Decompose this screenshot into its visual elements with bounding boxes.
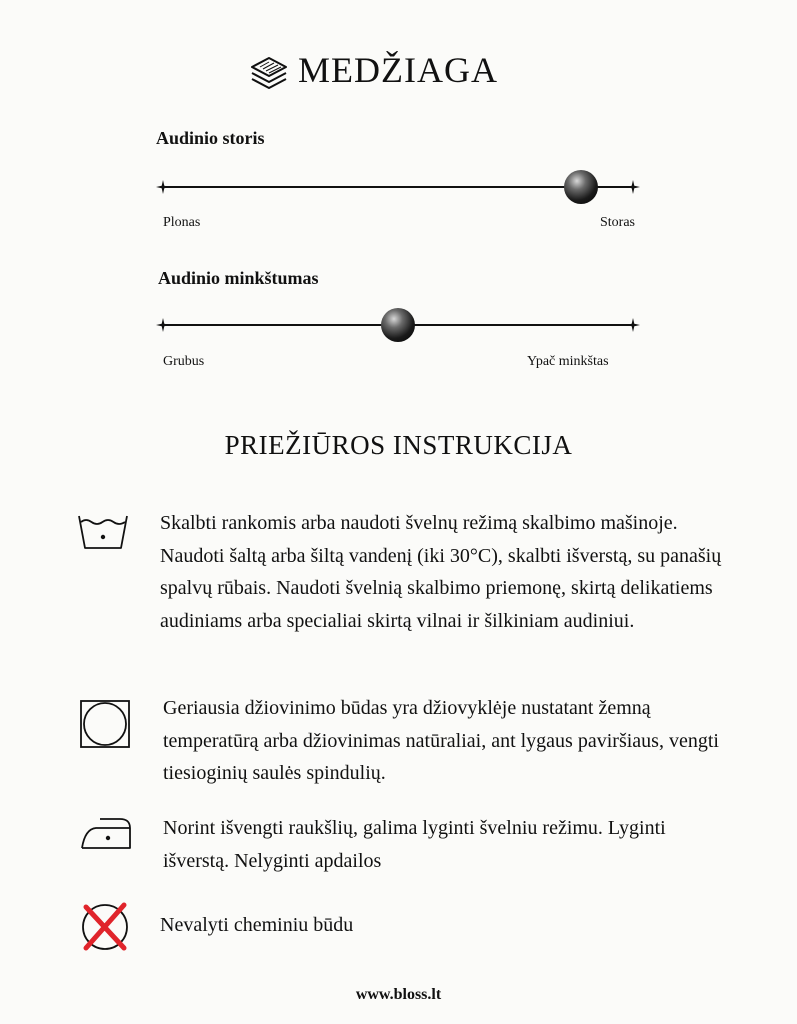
softness-max-label: Ypač minkštas <box>527 354 609 369</box>
footer-url[interactable]: www.bloss.lt <box>355 986 442 1003</box>
care-text-dry: Geriausia džiovinimo būdas yra džiovyklėje nustatant žemną temperatūrą arba džiovinimas natūraliai, ant lygaus paviršiaus, vengti tiesioginių saulės spindulių. <box>163 697 719 784</box>
track-end-tick-icon <box>626 318 640 332</box>
hand-wash-icon <box>78 514 128 550</box>
care-text-wash: Skalbti rankomis arba naudoti švelnų režimą skalbimo mašinoje. Naudoti šaltą arba šiltą vandenį (iki 30°C), skalbti išverstą, su panašių spalvų rūbais. Naudoti švelnią skalbimo priemonę, skirtą delikatiems audiniams arba specialiai skirtą vilnai ir šilkiniam audiniui. <box>160 512 722 632</box>
softness-knob <box>381 308 415 342</box>
thickness-track <box>163 186 633 188</box>
track-start-tick-icon <box>156 180 170 194</box>
thickness-min-label: Plonas <box>163 215 201 230</box>
care-title: PRIEŽIŪROS INSTRUKCIJA <box>224 430 573 460</box>
no-dry-clean-icon <box>79 901 131 953</box>
layers-icon <box>248 54 290 92</box>
care-text-iron: Norint išvengti raukšlių, galima lyginti švelniu režimu. Lyginti išverstą. Nelyginti apdailos <box>163 817 666 872</box>
softness-slider <box>0 298 797 358</box>
thickness-knob <box>564 170 598 204</box>
tumble-dry-icon <box>80 700 130 748</box>
thickness-max-label: Storas <box>600 215 635 230</box>
thickness-slider <box>0 160 797 220</box>
thickness-label: Audinio storis <box>156 128 265 148</box>
iron-low-icon <box>80 816 132 850</box>
track-start-tick-icon <box>156 318 170 332</box>
page-title: MEDŽIAGA <box>298 50 498 90</box>
track-end-tick-icon <box>626 180 640 194</box>
header <box>0 48 797 98</box>
care-text-dry-clean: Nevalyti cheminiu būdu <box>160 914 354 936</box>
softness-label: Audinio minkštumas <box>158 268 319 288</box>
softness-min-label: Grubus <box>163 354 205 369</box>
